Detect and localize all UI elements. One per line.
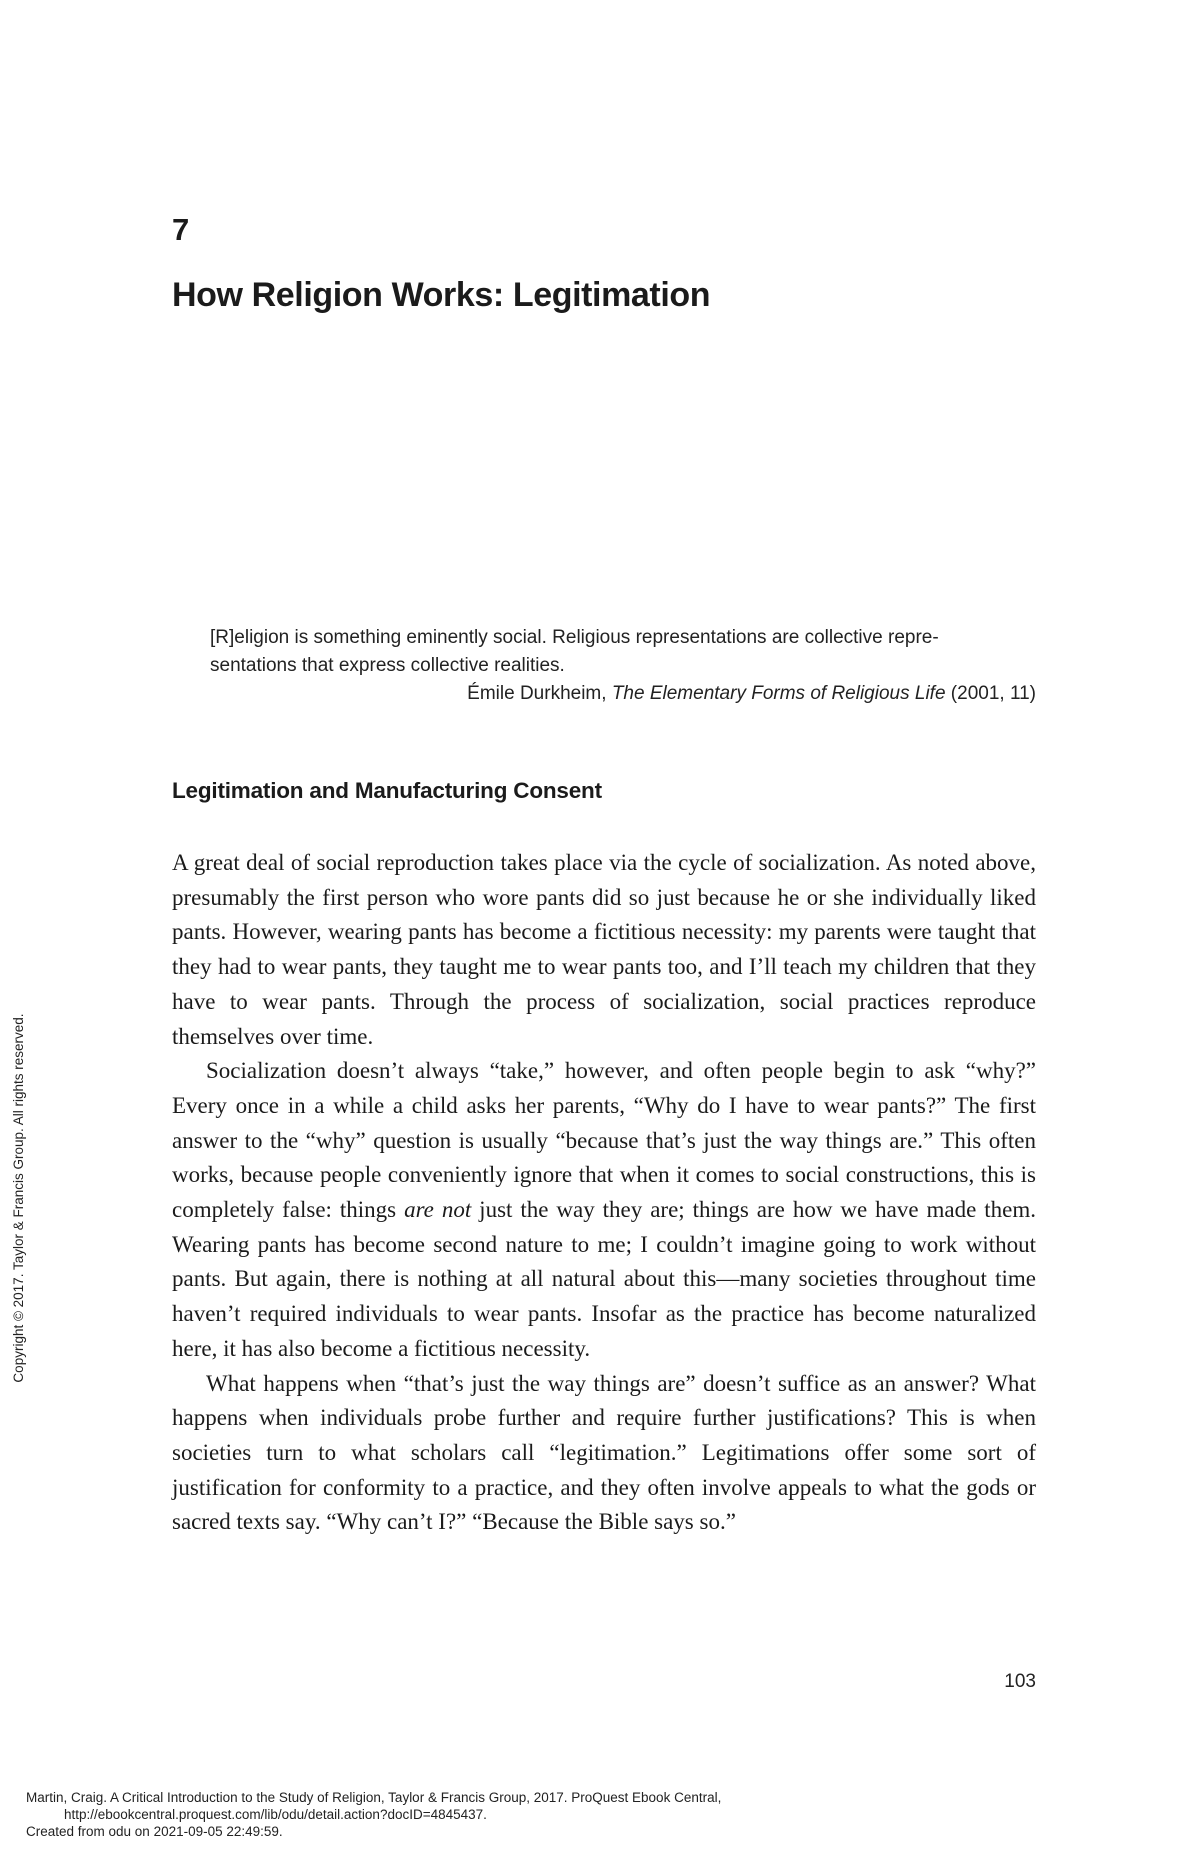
chapter-title: How Religion Works: Legitimation [172,276,711,314]
paragraph: What happens when “that’s just the way things are” doesn’t suffice as an answer? What happens when individuals probe further and require further justifications? This is when societies turn to what scholars call “legitimation.” Legitimations offer some sort of justification for conformity to a practice, and they often involve appeals to what the gods or sacred texts say. “Why can’t I?” “Because the Bible says so.” [172,1370,1036,1535]
epigraph-line: sentations that express collective realities. [210,655,565,676]
paragraph [172,1054,1036,1366]
epigraph-attribution [210,680,1036,708]
paragraph-text: Socialization doesn’t always “take,” however, and often people begin to ask “why?” Every once in a while a child asks her parents, “Why do I have to wear pants?” The first answer to the “why” question is usually “because that’s just the way things are.” This often works, because people conveniently ignore that when it comes to social constructions, this is completely false: things [172,1058,1036,1223]
paragraph: A great deal of social reproduction takes place via the cycle of socialization. As noted above, presumably the first person who wore pants did so just because he or she individually liked pants. However, wearing pants has become a fictitious necessity: my parents were taught that they had to wear pants, they taught me to wear pants too, and I’ll teach my children that they have to wear pants. Through the process of socialization, social practices reproduce themselves over time. [172,850,1036,1049]
page-number: 103 [1004,1671,1036,1692]
paragraph-text: just the way they are; things are how we have made them. Wearing pants has become second nature to me; I couldn’t imagine going to work without pants. But again, there is nothing at all natural about this—many societies throughout time haven’t required individuals to wear pants. Insofar as the practice has become naturalized here, it has also become a fictitious necessity. [172,1197,1037,1361]
citation-line: Martin, Craig. A Critical Introduction to the Study of Religion, Taylor & Francis Group, 2017. ProQuest Ebook Central, [26,1790,722,1805]
chapter-number: 7 [172,212,190,247]
epigraph [210,624,1036,708]
epigraph-author: Émile Durkheim, [467,683,612,704]
body-text [172,846,1036,1540]
epigraph-year: (2001, 11) [945,683,1036,704]
copyright-notice: Copyright © 2017. Taylor & Francis Group. All rights reserved. [11,1013,26,1383]
epigraph-line: [R]eligion is something eminently social. Religious representations are collective repre- [210,627,939,648]
citation-footer [26,1789,721,1840]
citation-url[interactable]: http://ebookcentral.proquest.com/lib/odu/detail.action?docID=4845437. [64,1807,487,1822]
epigraph-quote [210,624,1036,680]
section-heading: Legitimation and Manufacturing Consent [172,778,602,803]
epigraph-work-title: The Elementary Forms of Religious Life [611,683,946,704]
citation-created: Created from odu on 2021-09-05 22:49:59. [26,1824,283,1839]
emphasis-text: are not [404,1197,472,1223]
